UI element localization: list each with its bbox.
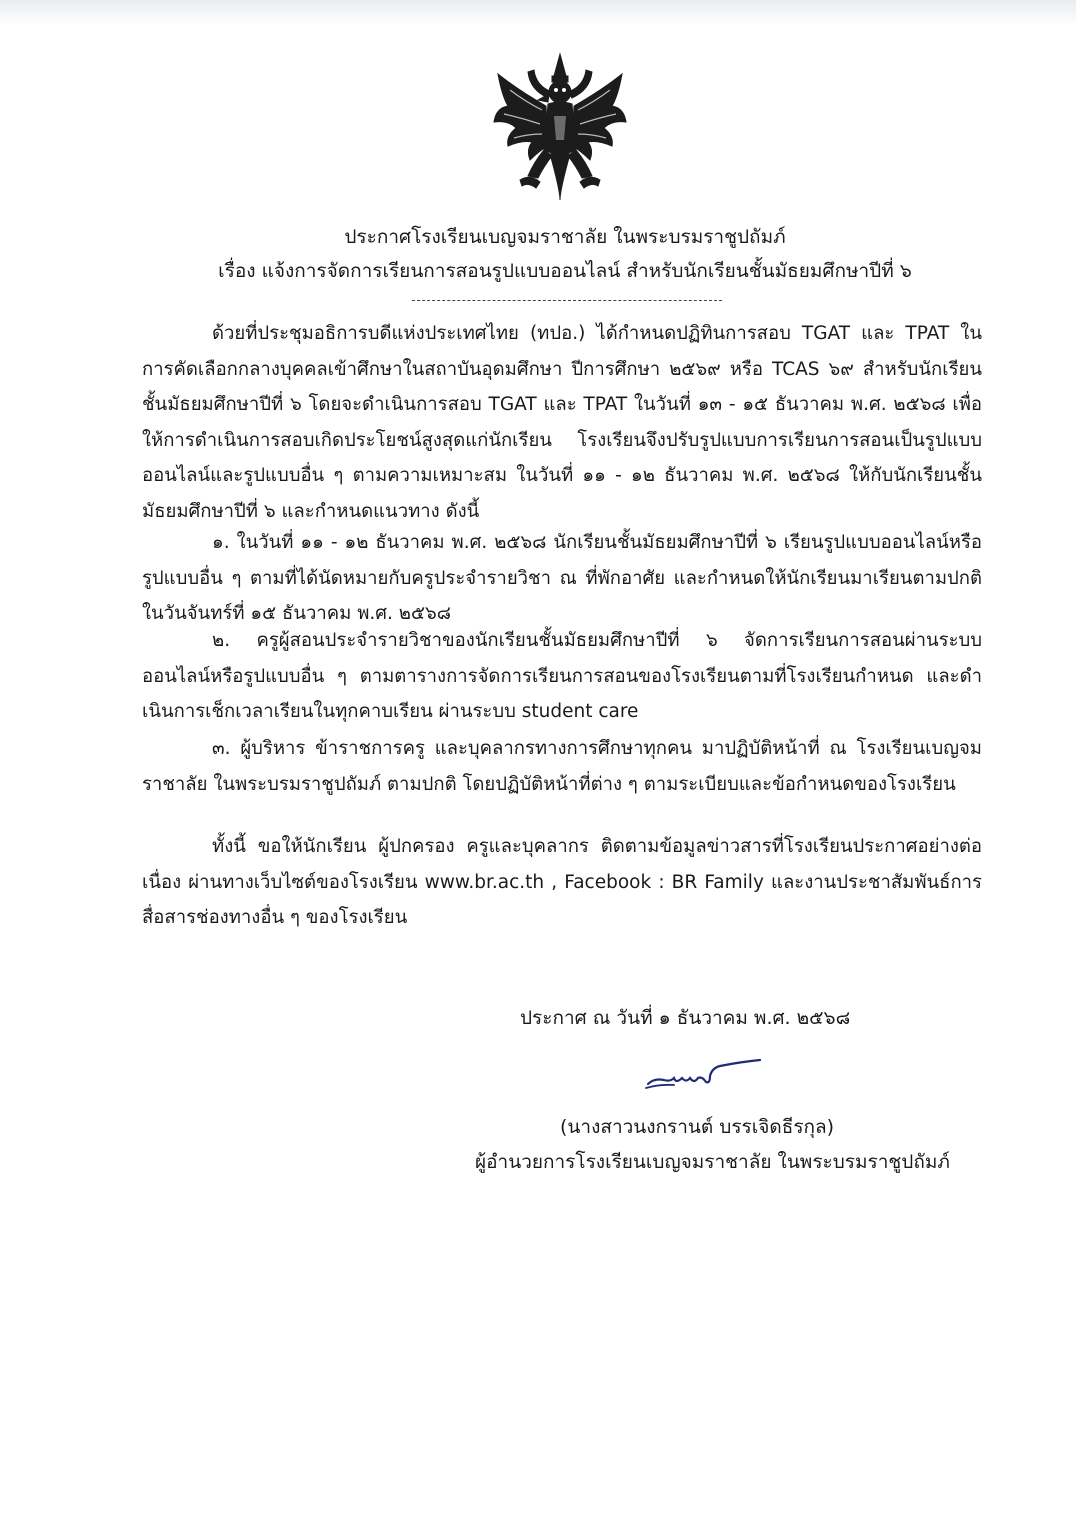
- item-3-paragraph: ๓. ผู้บริหาร ข้าราชการครู และบุคลากรทางการศึกษาทุกคน มาปฏิบัติหน้าที่ ณ โรงเรียนเบญจมราชาลัย ในพระบรมราชูปถัมภ์ ตามปกติ โดยปฏิบัติหน้าที่ต่าง ๆ ตามระเบียบและข้อกำหนดของโรงเรียน: [142, 738, 982, 795]
- announcement-date: ประกาศ ณ วันที่ ๑ ธันวาคม พ.ศ. ๒๕๖๘: [520, 1007, 851, 1029]
- signer-name: (นางสาวนงกรานต์ บรรเจิดธีรกุล): [560, 1116, 835, 1138]
- title-separator: [412, 300, 722, 301]
- scan-top-shade: [0, 0, 1076, 26]
- item-2-paragraph: ๒. ครูผู้สอนประจำรายวิชาของนักเรียนชั้นมัธยมศึกษาปีที่ ๖ จัดการเรียนการสอนผ่านระบบออนไลน์หรือรูปแบบอื่น ๆ ตามตารางการจัดการเรียนการสอนของโรงเรียนตามที่โรงเรียนกำหนด และดำเนินการเช็กเวลาเรียนในทุกคาบเรียน ผ่านระบบ student care: [142, 630, 982, 722]
- signer-position: ผู้อำนวยการโรงเรียนเบญจมราชาลัย ในพระบรมราชูปถัมภ์: [475, 1151, 950, 1173]
- announcement-subject: เรื่อง แจ้งการจัดการเรียนการสอนรูปแบบออนไลน์ สำหรับนักเรียนชั้นมัธยมศึกษาปีที่ ๖: [218, 260, 912, 282]
- intro-paragraph: ด้วยที่ประชุมอธิการบดีแห่งประเทศไทย (ทปอ.) ได้กำหนดปฏิทินการสอบ TGAT และ TPAT ในการคัดเลือกกลางบุคคลเข้าศึกษาในสถาบันอุดมศึกษา ปีการศึกษา ๒๕๖๙ หรือ TCAS ๖๙ สำหรับนักเรียนชั้นมัธยมศึกษาปีที่ ๖ โดยจะดำเนินการสอบ TGAT และ TPAT ในวันที่ ๑๓ - ๑๕ ธันวาคม พ.ศ. ๒๕๖๘ เพื่อให้การดำเนินการสอบเกิดประโยชน์สูงสุดแก่นักเรียน โรงเรียนจึงปรับรูปแบบการเรียนการสอนเป็นรูปแบบออนไลน์และรูปแบบอื่น ๆ ตามความเหมาะสม ในวันที่ ๑๑ - ๑๒ ธันวาคม พ.ศ. ๒๕๖๘ ให้กับนักเรียนชั้นมัธยมศึกษาปีที่ ๖ และกำหนดแนวทาง ดังนี้: [142, 323, 982, 522]
- item-1-paragraph: ๑. ในวันที่ ๑๑ - ๑๒ ธันวาคม พ.ศ. ๒๕๖๘ นักเรียนชั้นมัธยมศึกษาปีที่ ๖ เรียนรูปแบบออนไลน์หรือรูปแบบอื่น ๆ ตามที่ได้นัดหมายกับครูประจำรายวิชา ณ ที่พักอาศัย และกำหนดให้นักเรียนมาเรียนตามปกติในวันจันทร์ที่ ๑๕ ธันวาคม พ.ศ. ๒๕๖๘: [142, 532, 982, 624]
- announcement-title: ประกาศโรงเรียนเบญจมราชาลัย ในพระบรมราชูปถัมภ์: [344, 226, 786, 248]
- handwritten-signature: [640, 1058, 765, 1094]
- closing-paragraph: ทั้งนี้ ขอให้นักเรียน ผู้ปกครอง ครูและบุคลากร ติดตามข้อมูลข่าวสารที่โรงเรียนประกาศอย่างต่อเนื่อง ผ่านทางเว็บไซต์ของโรงเรียน www.br.ac.th , Facebook : BR Family และงานประชาสัมพันธ์การสื่อสารช่องทางอื่น ๆ ของโรงเรียน: [142, 836, 982, 928]
- garuda-emblem-icon: [490, 50, 630, 202]
